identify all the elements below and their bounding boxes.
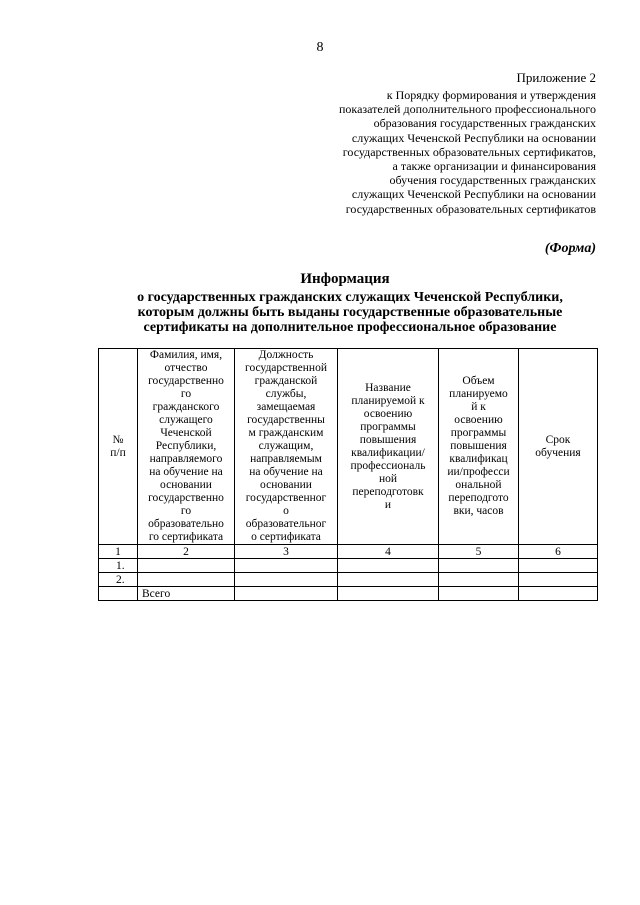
header-training-period bbox=[519, 349, 598, 545]
table-header-row bbox=[99, 349, 598, 545]
column-number: 3 bbox=[235, 545, 338, 559]
table-cell bbox=[99, 587, 138, 601]
table-cell bbox=[235, 587, 338, 601]
header-position bbox=[235, 349, 338, 545]
document-subtitle bbox=[95, 290, 605, 335]
table-cell bbox=[519, 573, 598, 587]
header-text: Объем планируемо й к освоению программы повышения квалификац ии/професси ональной переподгото вки, часов bbox=[447, 375, 510, 517]
total-label: Всего bbox=[138, 587, 235, 601]
appendix-basis-line: к Порядку формирования и утверждения bbox=[386, 88, 596, 102]
table-cell bbox=[138, 559, 235, 573]
column-number: 6 bbox=[519, 545, 598, 559]
subtitle-line: о государственных гражданских служащих Чеченской Республики, bbox=[137, 290, 563, 305]
row-number: 2. bbox=[99, 573, 138, 587]
subtitle-line: которым должны быть выданы государственные образовательные bbox=[137, 305, 563, 320]
form-mark: (Форма) bbox=[544, 241, 596, 256]
table-row bbox=[99, 573, 598, 587]
appendix-basis-line: а также организации и финансирования bbox=[392, 159, 596, 174]
table-row bbox=[99, 559, 598, 573]
header-program-hours bbox=[439, 349, 519, 545]
table-cell bbox=[338, 573, 439, 587]
table-cell bbox=[439, 573, 519, 587]
subtitle-line: сертификаты на дополнительное профессиональное образование bbox=[143, 320, 557, 335]
total-row bbox=[99, 587, 598, 601]
column-number: 2 bbox=[138, 545, 235, 559]
table-cell bbox=[439, 587, 519, 601]
table-cell bbox=[519, 559, 598, 573]
page-number: 8 bbox=[316, 40, 324, 55]
table-cell bbox=[338, 559, 439, 573]
column-number: 1 bbox=[99, 545, 138, 559]
appendix-basis-line: государственных образовательных сертификатов, bbox=[342, 144, 596, 159]
table-cell bbox=[439, 559, 519, 573]
column-number: 5 bbox=[439, 545, 519, 559]
table-cell bbox=[338, 587, 439, 601]
appendix-basis-line: служащих Чеченской Республики на основании bbox=[351, 130, 596, 145]
table-cell bbox=[235, 573, 338, 587]
appendix-basis-line: образования государственных гражданских bbox=[373, 116, 596, 131]
header-program-name bbox=[338, 349, 439, 545]
column-numbers-row bbox=[99, 545, 598, 559]
appendix-basis-line: обучения государственных гражданских bbox=[389, 173, 596, 188]
appendix-basis-line: государственных образовательных сертификатов bbox=[345, 201, 596, 216]
header-full-name bbox=[138, 349, 235, 545]
table-cell bbox=[235, 559, 338, 573]
header-text: Фамилия, имя, отчество государственно го гражданского служащего Чеченской Республики, направляемого на обучение на основании государственно го образовательно го сертификата bbox=[148, 349, 224, 543]
appendix-title: Приложение 2 bbox=[516, 70, 596, 85]
table-cell bbox=[138, 573, 235, 587]
appendix-basis-line: служащих Чеченской Республики на основании bbox=[351, 187, 596, 202]
column-number: 4 bbox=[338, 545, 439, 559]
header-text: Название планируемой к освоению программы повышения квалификации/ профессиональ ной переподготовк и bbox=[350, 381, 426, 511]
appendix-basis bbox=[276, 88, 596, 216]
header-text: Срок обучения bbox=[535, 433, 581, 459]
header-number bbox=[99, 349, 138, 545]
header-text: № п/п bbox=[110, 433, 126, 459]
form-table bbox=[98, 348, 598, 601]
header-text: Должность государственной гражданской службы, замещаемая государственны м гражданским служащим, направляемым на обучение на основании государственног о образовательног о сертификата bbox=[245, 349, 327, 543]
table-cell bbox=[519, 587, 598, 601]
document-title: Информация bbox=[300, 271, 390, 287]
appendix-basis-line: показателей дополнительного профессионального bbox=[339, 102, 596, 117]
row-number: 1. bbox=[99, 559, 138, 573]
